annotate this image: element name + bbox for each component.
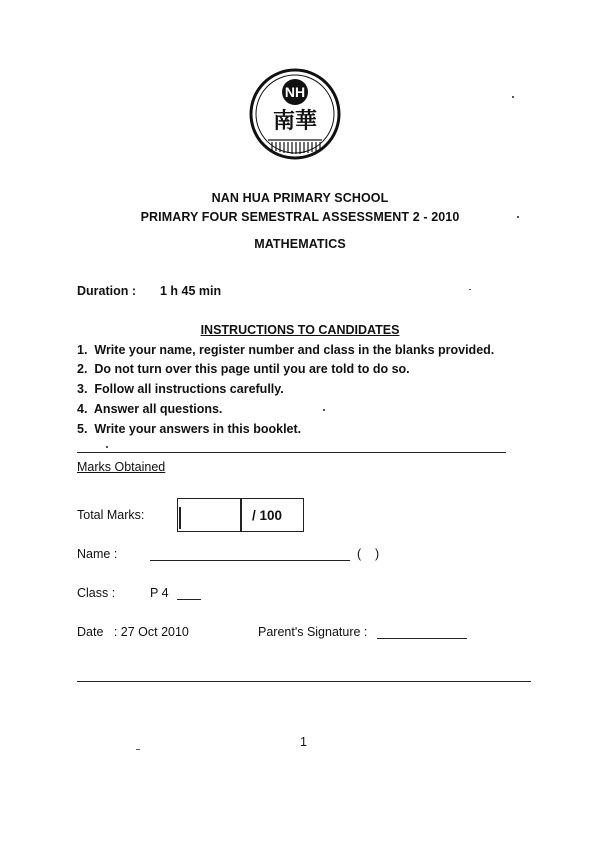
logo-badge-text: NH — [284, 84, 306, 100]
scan-speck — [469, 289, 471, 290]
assessment-title: PRIMARY FOUR SEMESTRAL ASSESSMENT 2 - 2010 — [140, 210, 460, 224]
marks-box — [177, 498, 304, 532]
total-marks-label: Total Marks: — [77, 508, 145, 522]
signature-blank[interactable] — [377, 624, 467, 639]
instruction-item-3: 3. Follow all instructions carefully. — [77, 382, 284, 396]
register-number-parens: ( ) — [357, 547, 380, 561]
duration-label: Duration : — [77, 284, 137, 298]
instruction-item-2: 2. Do not turn over this page until you are told to do so. — [77, 362, 410, 376]
scan-speck — [323, 409, 325, 411]
duration-value: 1 h 45 min — [160, 284, 222, 298]
subject-title: MATHEMATICS — [254, 237, 346, 251]
signature-label: Parent's Signature : — [258, 625, 368, 639]
scan-speck — [512, 96, 514, 98]
school-name: NAN HUA PRIMARY SCHOOL — [211, 191, 389, 205]
bottom-rule — [77, 681, 531, 682]
instructions-heading: INSTRUCTIONS TO CANDIDATES — [200, 323, 400, 337]
date-text: Date : 27 Oct 2010 — [77, 625, 189, 639]
instruction-item-5: 5. Write your answers in this booklet. — [77, 422, 302, 436]
name-label: Name : — [77, 547, 118, 561]
total-marks-value: / 100 — [252, 508, 283, 523]
page-number: 1 — [300, 735, 307, 749]
class-label: Class : — [77, 586, 116, 600]
separator-line — [77, 452, 506, 453]
class-value: P 4 — [150, 586, 169, 600]
instruction-item-1: 1. Write your name, register number and class in the blanks provided. — [77, 343, 495, 357]
marks-heading: Marks Obtained — [77, 460, 166, 474]
school-logo — [248, 68, 342, 160]
scan-speck — [106, 446, 108, 448]
scan-speck — [517, 216, 519, 218]
scan-speck — [136, 749, 140, 750]
logo-chinese-name: 南華 — [272, 109, 318, 134]
instruction-item-4: 4. Answer all questions. — [77, 402, 223, 416]
class-blank[interactable] — [177, 586, 201, 600]
name-blank[interactable] — [150, 546, 350, 561]
